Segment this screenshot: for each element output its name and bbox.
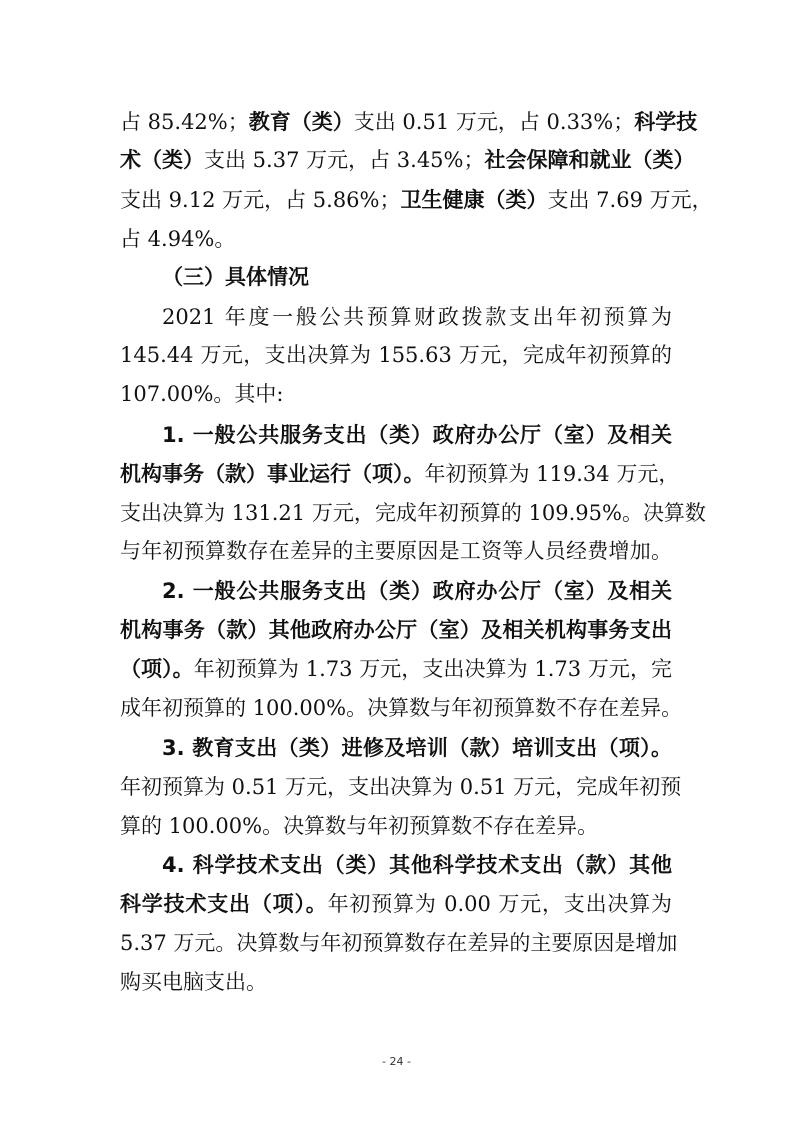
text-line bbox=[120, 340, 672, 370]
text-segment: 支出 5.37 万元，占 3.45%； bbox=[204, 148, 485, 172]
text-segment: 145.44 万元，支出决算为 155.63 万元，完成年初预算的 bbox=[120, 343, 672, 367]
bold-text-segment: 教育（类） bbox=[248, 110, 354, 134]
text-line bbox=[120, 459, 680, 489]
text-line bbox=[120, 107, 698, 137]
bold-text-segment: 机构事务（款）其他政府办公厅（室）及相关机构事务支出 bbox=[120, 618, 672, 642]
text-segment: 占 4.94%。 bbox=[120, 227, 236, 251]
text-segment: 占 85.42%； bbox=[120, 110, 249, 134]
text-line bbox=[120, 811, 672, 841]
page-number: - 24 - bbox=[382, 1055, 411, 1068]
bold-text-segment: 3. 教育支出（类）进修及培训（款）培训支出（项）。 bbox=[162, 736, 672, 760]
bold-text-segment: 机构事务（款）事业运行（项）。 bbox=[120, 462, 425, 486]
text-line bbox=[120, 615, 672, 645]
text-segment: 107.00%。其中: bbox=[120, 382, 284, 406]
text-segment: 年初预算为 119.34 万元， bbox=[424, 462, 680, 486]
bold-text-segment: 4. 科学技术支出（类）其他科学技术支出（款）其他 bbox=[162, 853, 672, 877]
text-segment: 年初预算为 0.51 万元，支出决算为 0.51 万元，完成年初预 bbox=[120, 775, 682, 799]
item-heading bbox=[162, 733, 672, 763]
text-line bbox=[120, 379, 672, 409]
text-segment: 年初预算为 0.00 万元，支出决算为 bbox=[327, 892, 673, 916]
text-segment: 支出 7.69 万元， bbox=[547, 188, 713, 212]
bold-text-segment: 1. 一般公共服务支出（类）政府办公厅（室）及相关 bbox=[162, 423, 672, 447]
text-segment: 购买电脑支出。 bbox=[120, 970, 267, 994]
text-line bbox=[120, 224, 672, 254]
text-segment: 算的 100.00%。决算数与年初预算数不存在差异。 bbox=[120, 814, 599, 838]
text-line bbox=[120, 928, 678, 958]
text-segment: 年初预算为 1.73 万元，支出决算为 1.73 万元，完 bbox=[193, 657, 673, 681]
text-line bbox=[120, 536, 672, 566]
text-segment: 与年初预算数存在差异的主要原因是工资等人员经费增加。 bbox=[120, 539, 672, 563]
text-line bbox=[120, 185, 713, 215]
item-heading bbox=[162, 850, 672, 880]
text-segment: 支出决算为 131.21 万元，完成年初预算的 109.95%。决算数 bbox=[120, 501, 706, 525]
text-line bbox=[120, 654, 672, 684]
bold-text-segment: 卫生健康（类） bbox=[400, 188, 548, 212]
bold-text-segment: 2. 一般公共服务支出（类）政府办公厅（室）及相关 bbox=[162, 579, 672, 603]
bold-text-segment: 术（类） bbox=[120, 148, 204, 172]
text-line bbox=[120, 145, 695, 175]
text-line bbox=[120, 693, 683, 723]
section-heading bbox=[162, 262, 672, 292]
text-segment: 5.37 万元。决算数与年初预算数存在差异的主要原因是增加 bbox=[120, 931, 678, 955]
item-heading bbox=[162, 576, 672, 606]
text-segment: 成年初预算的 100.00%。决算数与年初预算数不存在差异。 bbox=[120, 696, 683, 720]
text-line bbox=[120, 889, 672, 919]
bold-text-segment: 科学技 bbox=[634, 110, 698, 134]
text-line bbox=[120, 772, 682, 802]
text-segment: 支出 0.51 万元，占 0.33%； bbox=[353, 110, 635, 134]
bold-text-segment: （三）具体情况 bbox=[162, 265, 309, 289]
text-segment: 支出 9.12 万元，占 5.86%； bbox=[120, 188, 401, 212]
text-segment: 2021 年度一般公共预算财政拨款支出年初预算为 bbox=[162, 305, 672, 329]
bold-text-segment: （项）。 bbox=[120, 657, 194, 681]
text-line bbox=[120, 498, 706, 528]
text-line bbox=[162, 302, 672, 332]
item-heading bbox=[162, 420, 672, 450]
bold-text-segment: 社会保障和就业（类） bbox=[484, 148, 695, 172]
text-line bbox=[120, 967, 672, 997]
bold-text-segment: 科学技术支出（项）。 bbox=[120, 892, 328, 916]
